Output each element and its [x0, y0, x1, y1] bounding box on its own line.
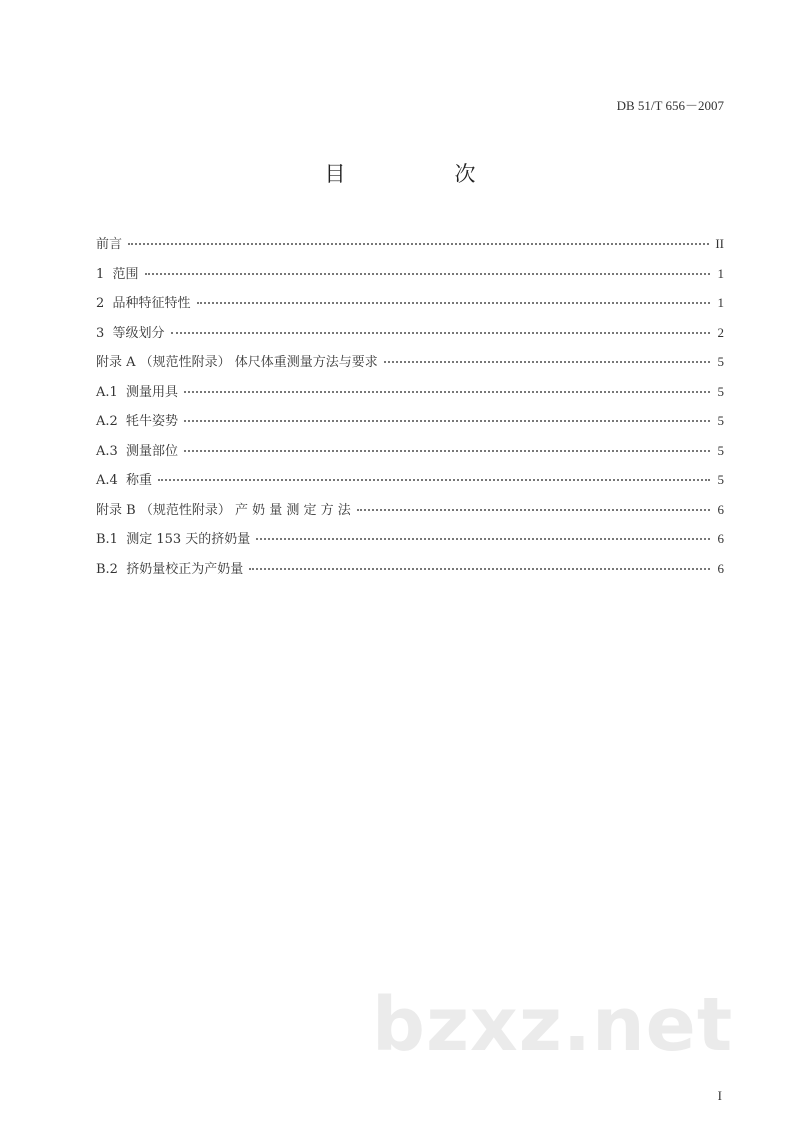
table-of-contents	[96, 233, 724, 587]
toc-entry-page: 1	[717, 295, 724, 310]
toc-entry-label: A.1 测量用具	[96, 384, 179, 400]
leader-dots	[145, 273, 710, 275]
leader-dots	[256, 538, 710, 540]
leader-dots	[184, 450, 710, 452]
toc-entry[interactable]	[96, 292, 724, 322]
leader-dots	[384, 361, 710, 363]
toc-entry-label: A.2 牦牛姿势	[96, 414, 179, 429]
toc-entry[interactable]	[96, 440, 724, 470]
toc-entry-label: A.4 称重	[96, 473, 153, 488]
toc-entry-page: 6	[717, 531, 724, 546]
toc-entry-label: A.3 测量部位	[96, 443, 179, 459]
toc-entry[interactable]	[96, 410, 724, 440]
toc-entry-page: 5	[717, 354, 724, 369]
toc-entry-label: B.1 测定 153 天的挤奶量	[96, 532, 251, 547]
leader-dots	[128, 243, 709, 245]
toc-entry[interactable]	[96, 528, 724, 558]
toc-entry-page: II	[715, 236, 724, 251]
toc-entry[interactable]	[96, 469, 724, 499]
toc-entry[interactable]	[96, 381, 724, 411]
leader-dots	[184, 391, 710, 393]
toc-entry-page: 1	[717, 265, 724, 281]
document-code: DB 51/T 656－2007	[616, 98, 724, 113]
page-title: 目 次	[324, 162, 520, 186]
toc-entry-label: 附录 B （规范性附录） 产 奶 量 测 定 方 法	[96, 502, 351, 518]
leader-dots	[158, 479, 710, 481]
toc-entry-page: 2	[717, 324, 724, 340]
toc-entry[interactable]	[96, 263, 724, 293]
toc-entry-label: 附录 A （规范性附录） 体尺体重测量方法与要求	[96, 355, 378, 370]
toc-entry-page: 5	[717, 413, 724, 428]
page-number: I	[717, 1088, 722, 1103]
toc-entry-label: 3 等级划分	[96, 325, 165, 341]
toc-entry[interactable]	[96, 558, 724, 588]
toc-entry-label: 2 品种特征特性	[96, 296, 191, 311]
toc-entry-page: 6	[717, 560, 724, 576]
toc-entry-page: 5	[717, 383, 724, 399]
toc-entry-label: 1 范围	[96, 266, 139, 282]
leader-dots	[184, 420, 710, 422]
toc-entry[interactable]	[96, 322, 724, 352]
toc-entry-page: 5	[717, 472, 724, 487]
toc-entry[interactable]	[96, 499, 724, 529]
toc-entry[interactable]	[96, 233, 724, 263]
leader-dots	[249, 568, 710, 570]
leader-dots	[171, 332, 710, 334]
watermark: bzxz.net	[372, 982, 734, 1068]
toc-entry-label: 前言	[96, 237, 123, 252]
toc-entry[interactable]	[96, 351, 724, 381]
leader-dots	[197, 302, 710, 304]
toc-entry-page: 6	[717, 501, 724, 517]
toc-entry-label: B.2 挤奶量校正为产奶量	[96, 561, 244, 577]
toc-entry-page: 5	[717, 442, 724, 458]
leader-dots	[357, 509, 710, 511]
